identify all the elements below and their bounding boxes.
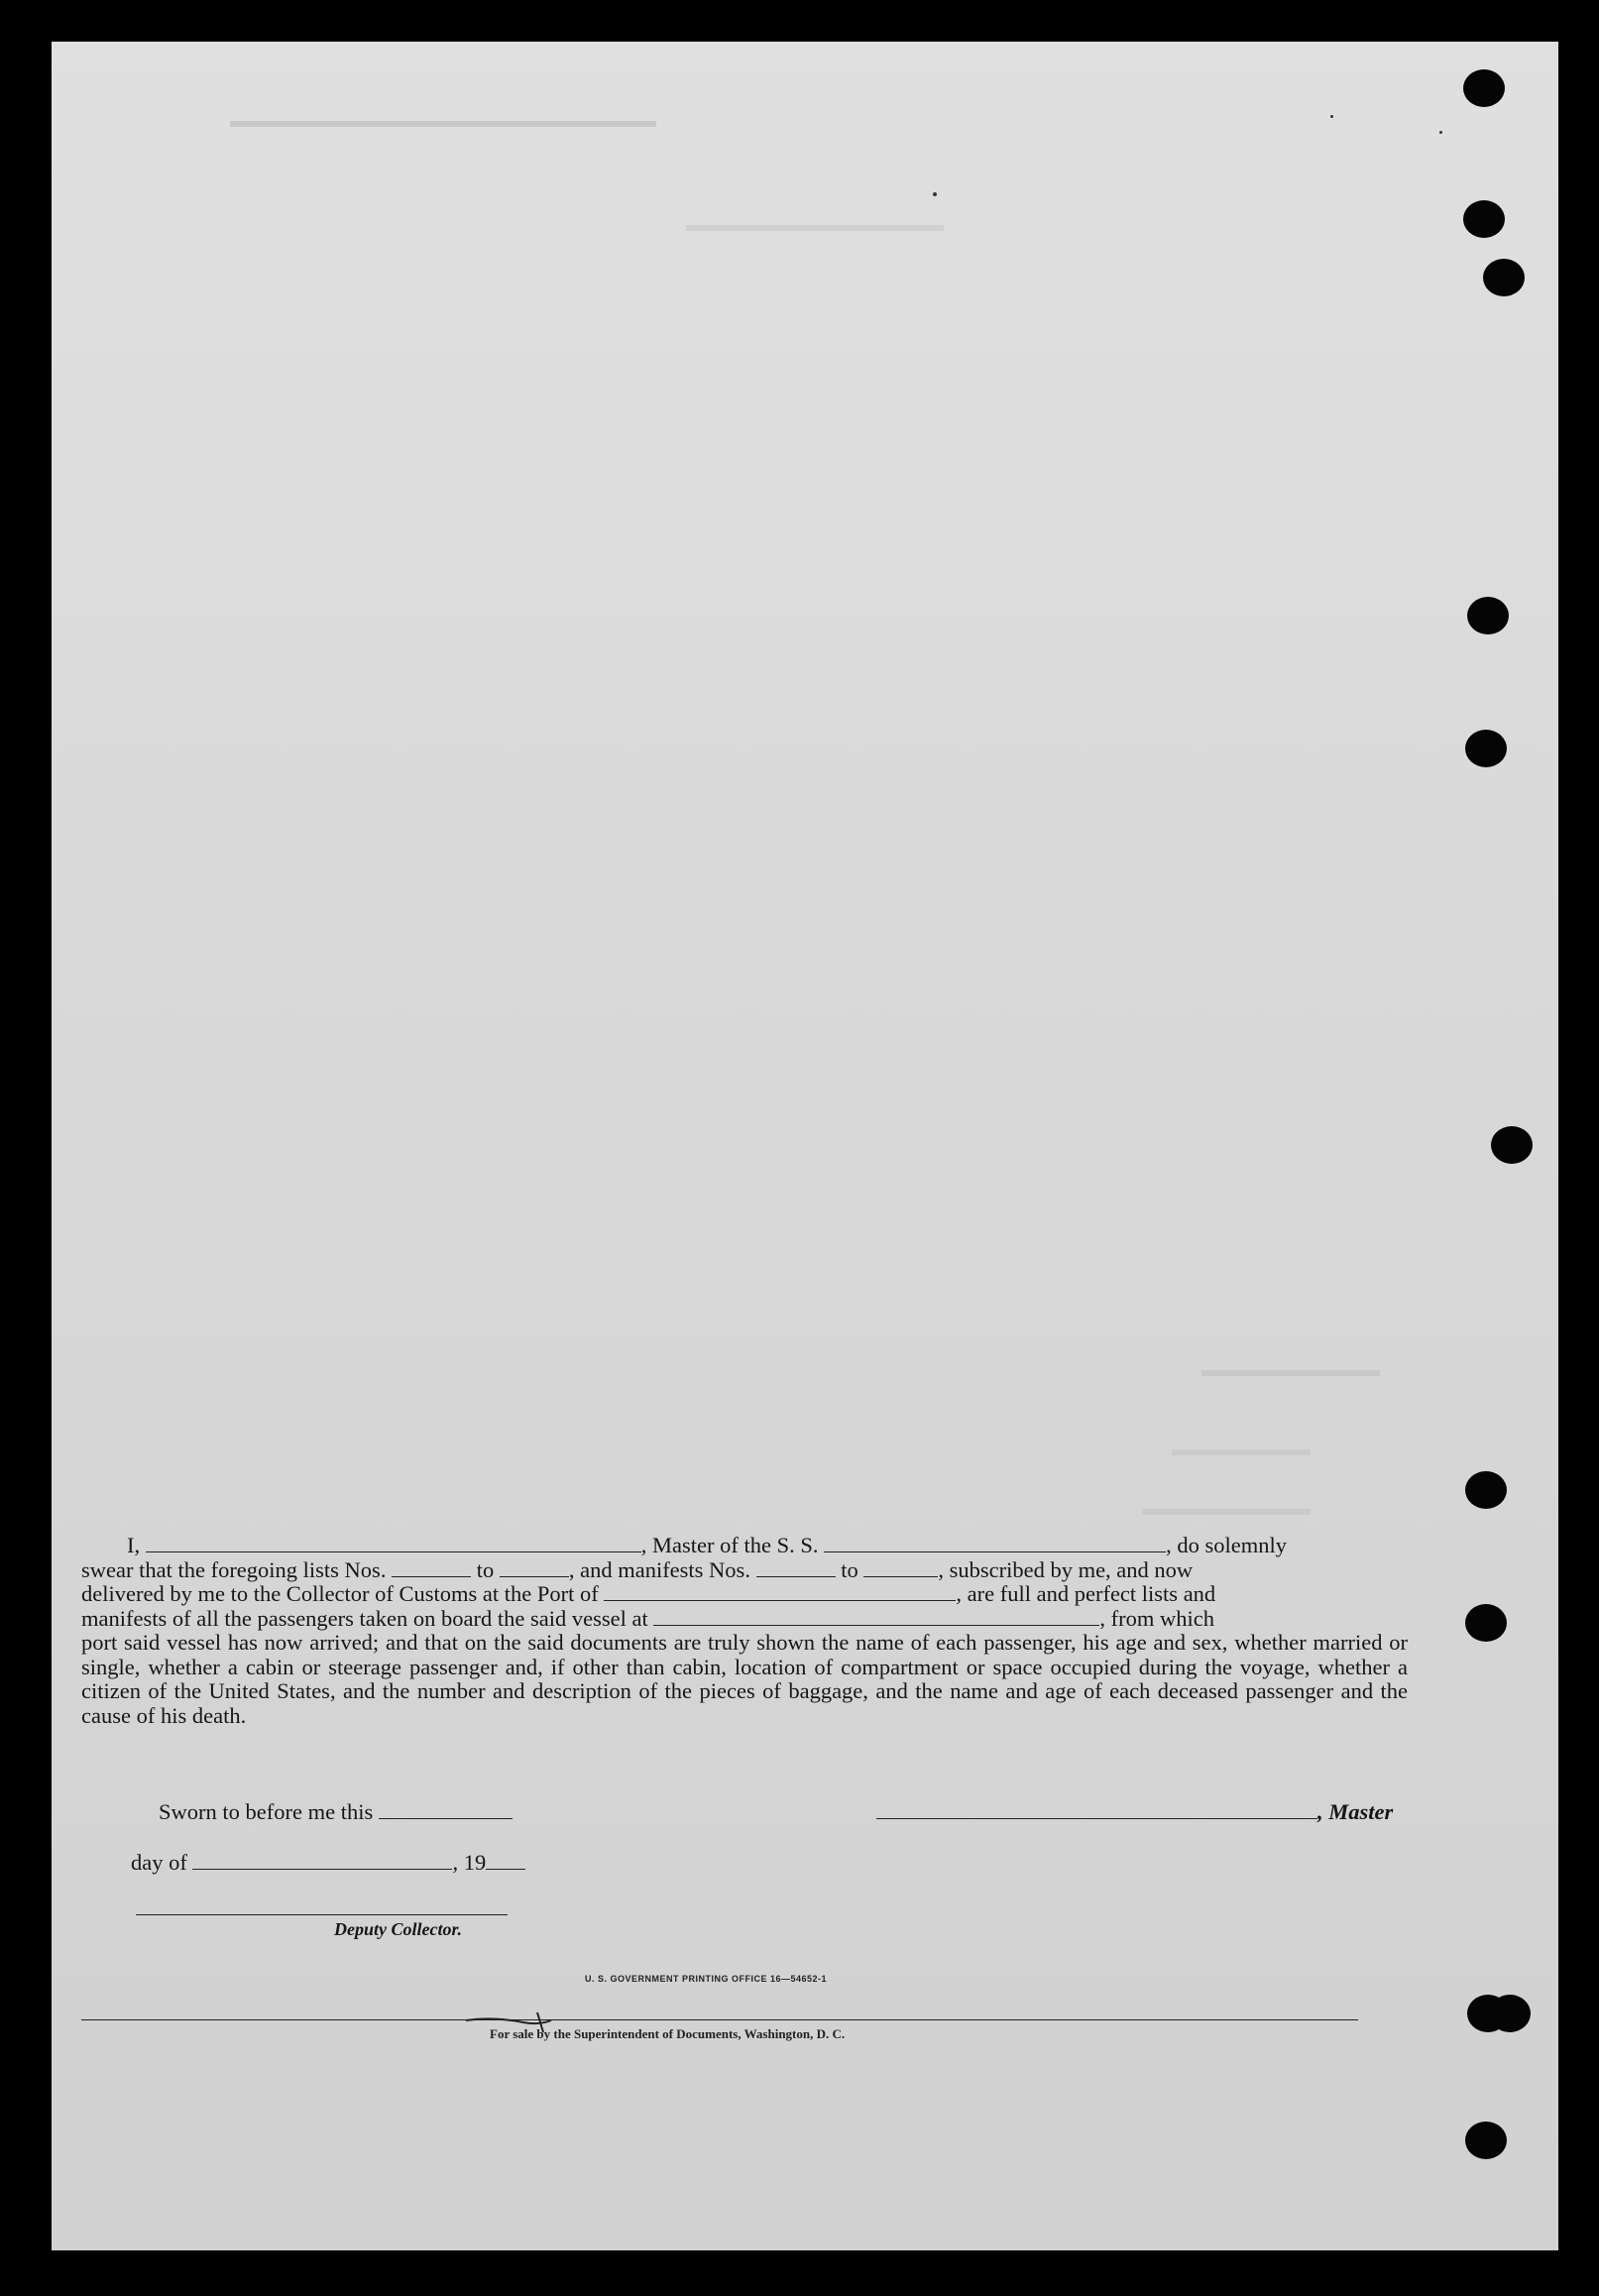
footer-rule [81,2019,1358,2020]
oath-manifests: , and manifests Nos. [568,1556,750,1582]
show-through-mark [230,121,656,127]
month-blank[interactable] [192,1851,452,1870]
oath-subscribed: , subscribed by me, and now [938,1556,1194,1582]
oath-to: to [841,1556,858,1582]
punch-hole [1483,259,1525,296]
document-sheet [52,42,1558,2250]
punch-hole [1465,730,1507,767]
oath-line-2 [81,1558,1408,1583]
show-through-mark [1172,1449,1311,1455]
sworn-day-blank[interactable] [379,1800,513,1819]
oath-delivered: delivered by me to the Collector of Customs at the Port of [81,1581,599,1606]
oath-full: , are full and perfect lists and [956,1581,1216,1606]
punch-hole [1491,1126,1533,1164]
master-signature-row [876,1799,1393,1825]
oath-manifests-all: manifests of all the passengers taken on board the said vessel at [81,1605,648,1631]
oath-from-which: , from which [1099,1605,1214,1631]
deputy-signature-line [136,1914,508,1915]
punch-hole-double [1467,1995,1509,2032]
deputy-collector-label: Deputy Collector. [334,1919,462,1939]
punch-hole [1467,597,1509,634]
oath-body: port said vessel has now arrived; and that on the said documents are truly shown the name of each passenger, his age and sex, whether married or single, whether a cabin or steerage passenger and, if other than cabin, location of compartment or space occupied during the voyage, whether a citizen of the United States, and the number and description of the pieces of baggage, and the name and age of each deceased passenger and the cause of his death. [81,1630,1408,1728]
year-prefix: , 19 [452,1850,487,1875]
manifests-from-blank[interactable] [756,1558,836,1577]
show-through-mark [686,225,944,231]
for-sale-notice: For sale by the Superintendent of Documents, Washington, D. C. [490,2026,846,2041]
punch-hole [1465,2122,1507,2159]
punch-hole [1463,200,1505,238]
show-through-mark [1142,1509,1311,1515]
sworn-label: Sworn to before me this [159,1799,374,1824]
departure-port-blank[interactable] [653,1607,1099,1626]
oath-master-of: , Master of the S. S. [640,1533,819,1557]
oath-line-4 [81,1607,1408,1632]
master-label: , Master [1317,1799,1394,1824]
speck [933,192,937,196]
show-through-mark [1201,1370,1380,1376]
oath-swear: swear that the foregoing lists Nos. [81,1556,387,1582]
oath-line-3 [81,1582,1408,1607]
speck [1439,131,1442,134]
port-blank[interactable] [604,1582,956,1601]
vessel-name-blank[interactable] [824,1534,1166,1552]
day-of-label: day of [131,1850,187,1875]
lists-from-blank[interactable] [392,1558,471,1577]
day-of-row [131,1850,525,1876]
master-name-blank[interactable] [146,1534,641,1552]
manifests-to-blank[interactable] [863,1558,938,1577]
oath-do-solemnly: , do solemnly [1166,1533,1287,1557]
master-signature-blank[interactable] [876,1800,1317,1819]
punch-hole [1463,69,1505,107]
oath-i: I, [127,1533,141,1557]
lists-to-blank[interactable] [500,1558,569,1577]
oath-to: to [476,1556,495,1582]
year-blank[interactable] [486,1851,525,1870]
sworn-row [159,1799,513,1825]
punch-hole [1465,1604,1507,1642]
printing-office-imprint: U. S. GOVERNMENT PRINTING OFFICE 16—54652-1 [585,1974,828,1984]
speck [1330,115,1333,118]
punch-hole [1465,1471,1507,1509]
master-oath-paragraph [81,1534,1408,1728]
